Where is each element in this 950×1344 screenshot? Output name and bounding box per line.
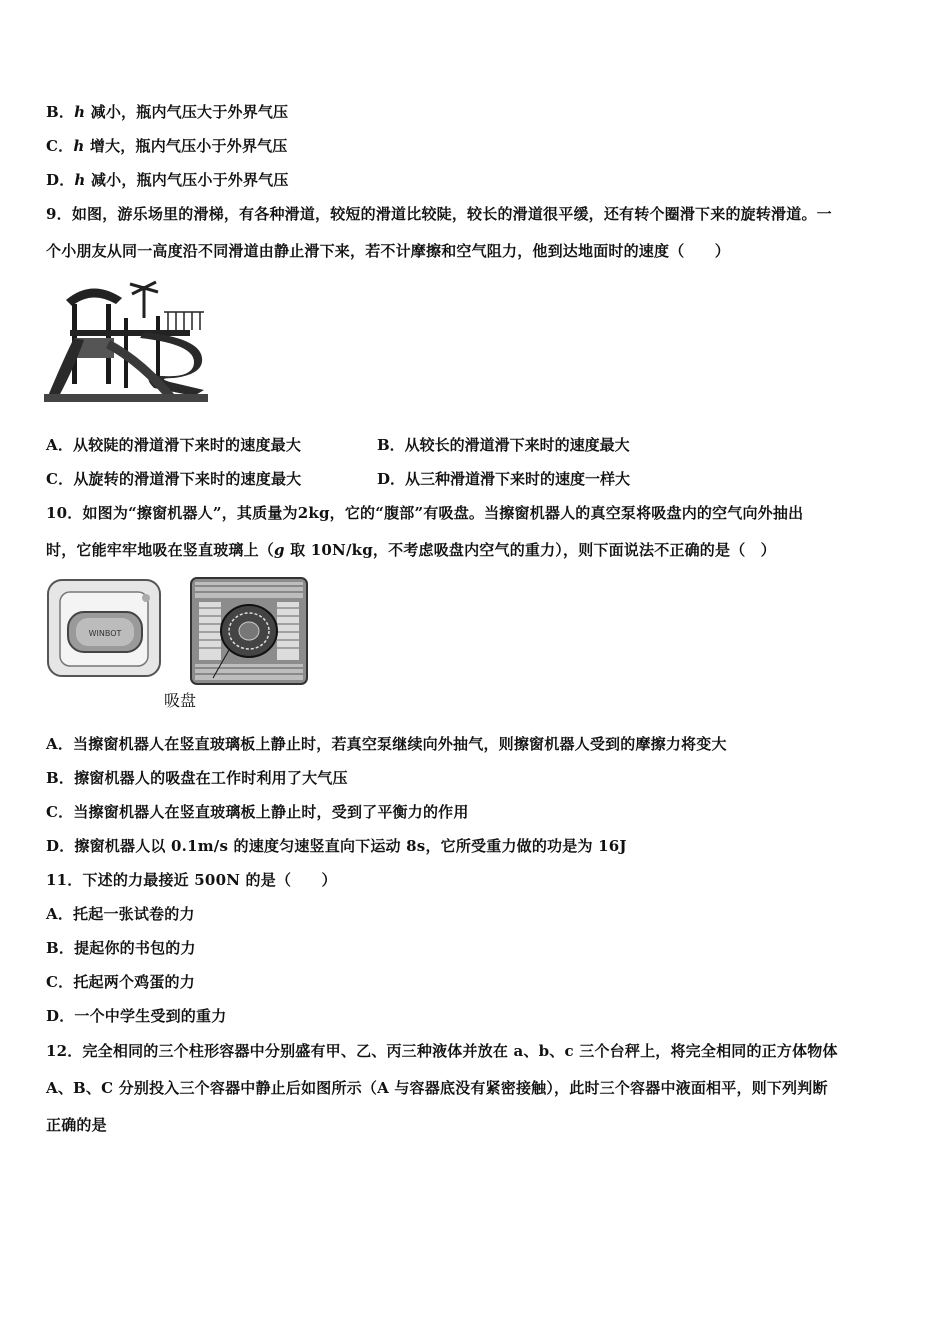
q11-option-b: B．提起你的书包的力 (46, 939, 196, 957)
q10-option-b: B．擦窗机器人的吸盘在工作时利用了大气压 (46, 769, 348, 787)
q12-stem-line2: A、B、C 分别投入三个容器中静止后如图所示（A 与容器底没有紧密接触），此时三个容器中液面相平，则下列判断 (46, 1079, 828, 1097)
q9-option-c: C．从旋转的滑道滑下来时的速度最大 (46, 470, 302, 488)
q10-stem-line1: 10．如图为“擦窗机器人”，其质量为2kg，它的“腹部”有吸盘。当擦窗机器人的真空泵将吸盘内的空气向外抽出 (46, 504, 804, 522)
window-robot-logo: WINBOT (88, 629, 122, 638)
q9-option-d: D．从三种滑道滑下来时的速度一样大 (377, 470, 631, 488)
q11-stem: 11．下述的力最接近 500N 的是（ ） (46, 871, 337, 889)
q10-stem-line2: 时，它能牢牢地吸在竖直玻璃上（g 取 10N/kg，不考虑吸盘内空气的重力），则下面说法不正确的是（ ） (46, 541, 776, 559)
q9-option-b: B．从较长的滑道滑下来时的速度最大 (377, 436, 630, 454)
q10-option-c: C．当擦窗机器人在竖直玻璃板上静止时，受到了平衡力的作用 (46, 803, 469, 821)
q12-stem-line3: 正确的是 (46, 1116, 107, 1134)
q8-option-b: B．h 减小，瓶内气压大于外界气压 (46, 103, 289, 121)
q8-option-c: C．h 增大，瓶内气压小于外界气压 (46, 137, 288, 155)
q9-stem-line2: 个小朋友从同一高度沿不同滑道由静止滑下来，若不计摩擦和空气阻力，他到达地面时的速度（ ） (46, 242, 731, 260)
q12-stem-line1: 12．完全相同的三个柱形容器中分别盛有甲、乙、丙三种液体并放在 a、b、c 三个台秤上，将完全相同的正方体物体 (46, 1042, 838, 1060)
window-robot-bottom-figure (189, 576, 309, 686)
window-robot-front-figure (46, 578, 162, 678)
q10-option-a: A．当擦窗机器人在竖直玻璃板上静止时，若真空泵继续向外抽气，则擦窗机器人受到的摩擦力将变大 (46, 735, 727, 753)
q10-option-d: D．擦窗机器人以 0.1m/s 的速度匀速竖直向下运动 8s，它所受重力做的功是为 16J (46, 837, 627, 855)
q11-option-a: A．托起一张试卷的力 (46, 905, 195, 923)
q11-option-c: C．托起两个鸡蛋的力 (46, 973, 195, 991)
suction-cup-caption: 吸盘 (164, 691, 197, 710)
q9-stem-line1: 9．如图，游乐场里的滑梯，有各种滑道，较短的滑道比较陡，较长的滑道很平缓，还有转个圈滑下来的旋转滑道。一 (46, 205, 832, 223)
q11-option-d: D．一个中学生受到的重力 (46, 1007, 227, 1025)
q8-option-d: D．h 减小，瓶内气压小于外界气压 (46, 171, 289, 189)
playground-slide-figure (44, 278, 208, 402)
q9-option-a: A．从较陡的滑道滑下来时的速度最大 (46, 436, 302, 454)
